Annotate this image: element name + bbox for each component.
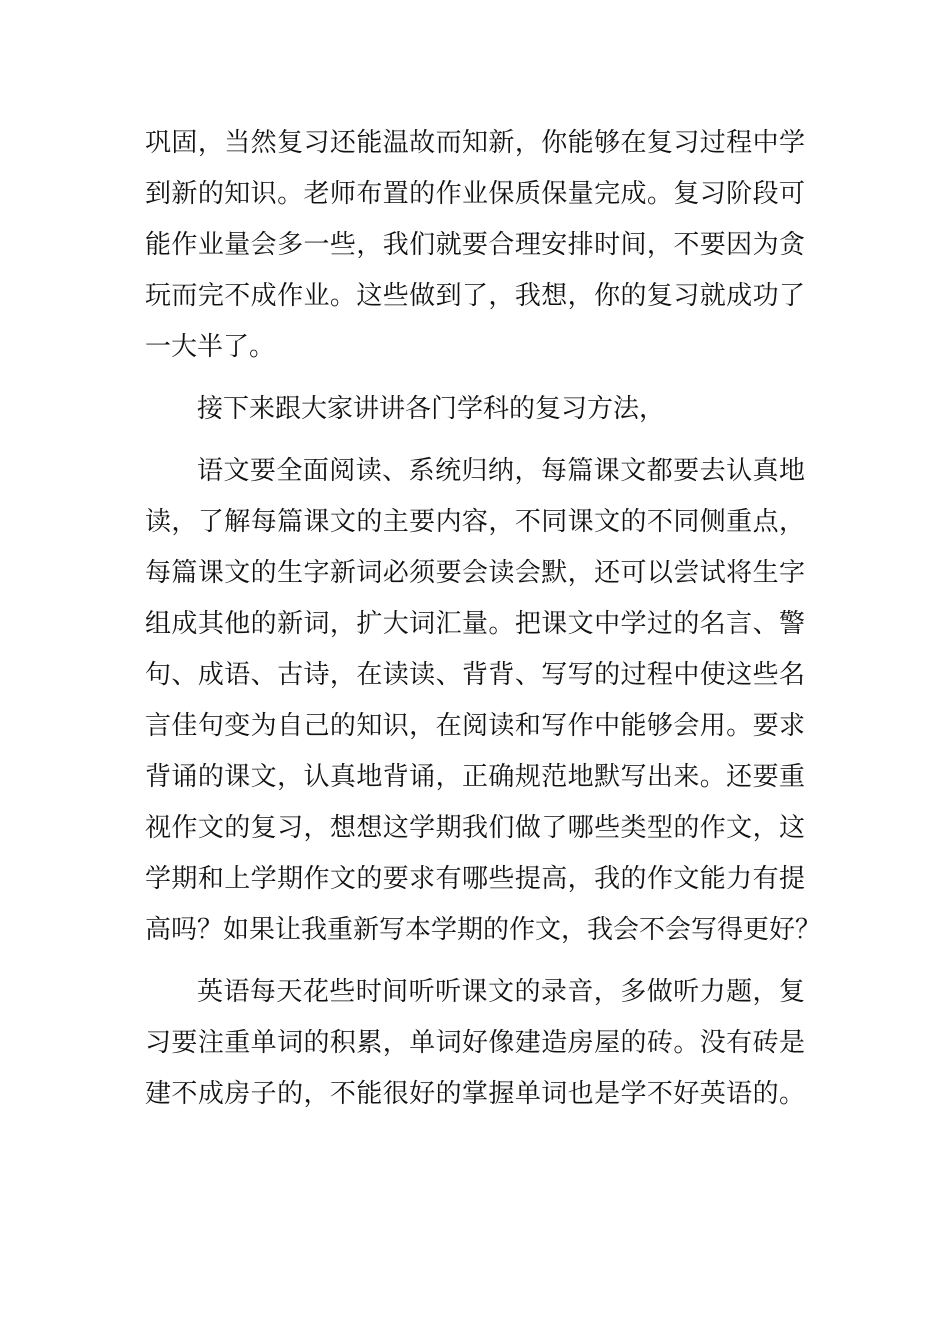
text-line: 视作文的复习，想想这学期我们做了哪些类型的作文，这 [145, 813, 805, 843]
text-line: 习要注重单词的积累，单词好像建造房屋的砖。没有砖是 [145, 1028, 805, 1058]
text-line: 高吗？如果让我重新写本学期的作文，我会不会写得更好？ [145, 915, 822, 945]
text-line: 接下来跟大家讲讲各门学科的复习方法， [197, 394, 666, 424]
text-line: 一大半了。 [145, 332, 276, 362]
paragraph-review-advice [0, 118, 950, 373]
text-line: 到新的知识。老师布置的作业保质保量完成。复习阶段可 [145, 179, 805, 209]
text-line: 能作业量会多一些，我们就要合理安排时间，不要因为贪 [145, 230, 805, 260]
text-line: 读，了解每篇课文的主要内容，不同课文的不同侧重点， [145, 507, 805, 537]
text-line: 建不成房子的，不能很好的掌握单词也是学不好英语的。 [145, 1079, 805, 1109]
text-line: 组成其他的新词，扩大词汇量。把课文中学过的名言、警 [145, 609, 805, 639]
text-line: 玩而完不成作业。这些做到了，我想，你的复习就成功了 [145, 281, 805, 311]
text-line: 言佳句变为自己的知识，在阅读和写作中能够会用。要求 [145, 711, 805, 741]
text-line: 学期和上学期作文的要求有哪些提高，我的作文能力有提 [145, 864, 805, 894]
paragraph-english [0, 967, 950, 1120]
text-line: 句、成语、古诗，在读读、背背、写写的过程中使这些名 [145, 660, 805, 690]
text-line: 巩固，当然复习还能温故而知新，你能够在复习过程中学 [145, 128, 805, 158]
text-line: 背诵的课文，认真地背诵，正确规范地默写出来。还要重 [145, 762, 805, 792]
text-line: 语文要全面阅读、系统归纳，每篇课文都要去认真地 [197, 456, 805, 486]
paragraph-chinese [0, 446, 950, 956]
text-line: 每篇课文的生字新词必须要会读会默，还可以尝试将生字 [145, 558, 805, 588]
paragraph-subjects-intro [0, 384, 950, 435]
text-line: 英语每天花些时间听听课文的录音，多做听力题，复 [197, 977, 805, 1007]
